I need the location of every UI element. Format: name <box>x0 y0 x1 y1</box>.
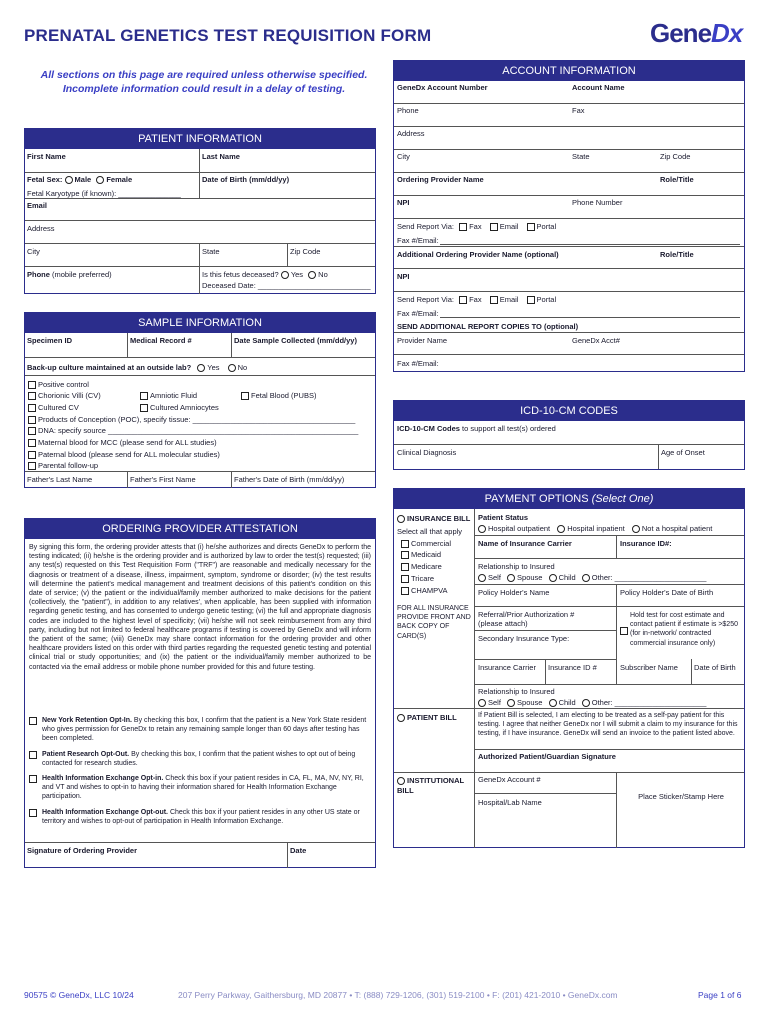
notice-line-1: All sections on this page are required unless otherwise specified. <box>40 69 368 81</box>
footer-address: 207 Perry Parkway, Gaithersburg, MD 20877 • T: (888) 729-1206, (301) 519-2100 • F: (201) 421-2010 • GeneDx.com <box>178 990 618 1000</box>
referral-label: Referral/Prior Authorization # <box>478 610 575 619</box>
cultured-amnio-option[interactable] <box>140 403 219 412</box>
specimen-id-field[interactable]: Specimen ID <box>27 336 73 345</box>
institutional-bill-option[interactable] <box>397 776 473 796</box>
cultured-amnio-checkbox[interactable] <box>140 404 148 412</box>
required-notice <box>24 68 384 96</box>
ny-retention-body: By checking this box, I confirm that the patient is a New York State resident who gives permission for GeneDx to retain any remaining sample longer than 60 days after testing has been completed. <box>42 717 367 743</box>
hie-optout-option[interactable] <box>29 808 369 826</box>
paternal-checkbox[interactable] <box>28 451 36 459</box>
portal-label-2: Portal <box>536 295 557 304</box>
account-zip-field[interactable]: Zip Code <box>660 152 691 161</box>
father-dob-field[interactable]: Father's Date of Birth (mm/dd/yy) <box>234 475 345 484</box>
child-label: Child <box>558 573 576 582</box>
account-city-field[interactable]: City <box>397 152 410 161</box>
institutional-bill-radio[interactable] <box>397 777 405 785</box>
backup-yes-label: Yes <box>207 363 220 372</box>
positive-control-label: Positive control <box>38 380 89 389</box>
notice-line-2: Incomplete information could result in a delay of testing. <box>62 83 346 95</box>
genedx-account-field[interactable]: GeneDx Account # <box>478 775 541 784</box>
maternal-option[interactable] <box>28 438 217 447</box>
account-state-field[interactable]: State <box>572 152 590 161</box>
genedx-acct-field[interactable]: GeneDx Acct# <box>572 336 620 345</box>
patient-bill-option[interactable] <box>397 713 457 722</box>
account-phone-field[interactable]: Phone <box>397 106 419 115</box>
self-label: Self <box>488 573 501 582</box>
payment-heading-note: (Select One) <box>591 493 654 505</box>
role-title-field[interactable]: Role/Title <box>660 175 694 184</box>
insurance-bill-label: INSURANCE BILL <box>407 514 471 523</box>
dna-label: DNA: specify source ____________________________________________________________ <box>38 426 359 435</box>
patient-phone-field[interactable] <box>27 270 112 279</box>
parental-followup-option[interactable] <box>28 461 98 470</box>
email-label-2: Email <box>499 295 519 304</box>
relationship-label: Relationship to Insured <box>478 562 555 571</box>
spouse-2-label: Spouse <box>517 698 543 707</box>
spouse-label: Spouse <box>517 573 543 582</box>
backup-culture <box>27 363 247 372</box>
patient-zip-field[interactable]: Zip Code <box>290 247 321 256</box>
medicaid-label: Medicaid <box>411 550 442 559</box>
other-label: Other: ______________________ <box>591 573 707 582</box>
patient-heading: PATIENT INFORMATION <box>25 129 375 149</box>
date-collected-field[interactable]: Date Sample Collected (mm/dd/yy) <box>234 336 357 345</box>
deceased-no-label: No <box>318 270 328 279</box>
send-report-via-2 <box>397 295 556 304</box>
email-checkbox-2[interactable] <box>490 296 498 304</box>
positive-control-checkbox[interactable] <box>28 381 36 389</box>
commercial-option[interactable] <box>401 539 451 548</box>
backup-no-radio[interactable] <box>228 364 236 372</box>
hie-optout-title: Health Information Exchange Opt-out. <box>42 809 169 816</box>
send-report-via <box>397 222 556 231</box>
patient-status-label: Patient Status <box>478 513 529 522</box>
signature-date-field[interactable]: Date <box>290 846 307 855</box>
medicare-label: Medicare <box>411 562 442 571</box>
parental-followup-checkbox[interactable] <box>28 462 36 470</box>
deceased-yes-radio[interactable] <box>281 271 289 279</box>
clinical-diagnosis-field[interactable]: Clinical Diagnosis <box>397 448 457 457</box>
research-optout-body: By checking this box, I confirm that the patient wishes to opt out of being contacted for research studies. <box>42 751 356 768</box>
maternal-checkbox[interactable] <box>28 439 36 447</box>
insurance-card-note: FOR ALL INSURANCE PROVIDE FRONT AND BACK COPY OF CARD(S) <box>397 605 471 640</box>
medicaid-option[interactable] <box>401 550 441 559</box>
cultured-amnio-label: Cultured Amniocytes <box>150 403 219 412</box>
hold-test-option[interactable] <box>620 611 742 648</box>
attestation-body: By signing this form, the ordering provider attests that (i) he/she authorizes and directs GeneDx to perform the testing indicated; (ii) he/she is the ordering provider and is authorized by law to order the test(s) requested; (iii) any test(s) requested on this Test Requisition Form ("TRF") are reasonable and medically necessary for the diagnosis or treatment of a disease, illness, impairment, symptom, syndrome or disorder; (iv) the test results will determine the patient's medical management and treatment decisions of this patient's condition on this date of service; (v) the patient or the individual/family member authorized to make decisions for the patient (collectively, the "patient"), in addition to any relatives', when applicable, has been supplied with information regarding genetic testing, and has consented to undergo genetic testing; (vi) the full and appropriate diagnosis codes are included to the highest level of specificity; (vii) he/she will not seek reimbursement from any third party, including but not limited to federal healthcare programs if testing is covered by GeneDx and will inform the patient of the same; (viii) GeneDx may share contact information for the ordering provider and other healthcare providers listed on this order with third parties regarding the requested genetic testing and potential clinical trial or study opportunities; and (ix) the patient or the individual/family member authorized to be contacted via the email address or mobile phone number provided for this and future testing. <box>29 544 371 671</box>
commercial-checkbox[interactable] <box>401 540 409 548</box>
sticker-area: Place Sticker/Stamp Here <box>638 792 724 801</box>
paternal-option[interactable] <box>28 450 220 459</box>
fetal-sex-label: Fetal Sex: <box>27 175 63 184</box>
hold-test-checkbox[interactable] <box>620 627 628 635</box>
hie-optin-option[interactable] <box>29 774 369 802</box>
fax-email-3-field[interactable]: Fax #/Email: <box>397 359 439 368</box>
parental-followup-label: Parental follow-up <box>38 461 99 470</box>
deceased-no-radio[interactable] <box>308 271 316 279</box>
referral-note: (please attach) <box>478 619 528 628</box>
inpatient-label: Hospital inpatient <box>567 524 625 533</box>
child-2-label: Child <box>558 698 576 707</box>
spouse-radio[interactable] <box>507 574 515 582</box>
research-optout-checkbox[interactable] <box>29 751 37 759</box>
tricare-label: Tricare <box>411 574 435 583</box>
footer-page: Page 1 of 6 <box>698 990 742 1000</box>
institutional-bill-label: INSTITUTIONAL BILL <box>397 776 464 795</box>
dob-2-field[interactable]: Date of Birth <box>694 663 736 672</box>
female-label: Female <box>106 175 133 184</box>
outpatient-radio[interactable] <box>478 525 486 533</box>
child-radio[interactable] <box>549 574 557 582</box>
amniotic-checkbox[interactable] <box>140 392 148 400</box>
genedx-logo <box>650 18 742 49</box>
other-2-radio[interactable] <box>582 699 590 707</box>
form-title: PRENATAL GENETICS TEST REQUISITION FORM <box>24 26 432 45</box>
sample-heading: SAMPLE INFORMATION <box>25 313 375 333</box>
relationship-2-label: Relationship to Insured <box>478 687 555 696</box>
backup-culture-label: Back-up culture maintained at an outside lab? <box>27 363 192 372</box>
carrier-2-field[interactable]: Insurance Carrier <box>478 663 536 672</box>
medicare-checkbox[interactable] <box>401 563 409 571</box>
research-optout-title: Patient Research Opt-Out. <box>42 751 130 758</box>
fetus-deceased <box>202 270 328 279</box>
ny-retention-checkbox[interactable] <box>29 717 37 725</box>
fax-label-2: Fax <box>469 295 482 304</box>
npi-2-field[interactable]: NPI <box>397 272 410 281</box>
insurance-carrier-field[interactable]: Name of Insurance Carrier <box>478 539 572 548</box>
patient-bill-label: PATIENT BILL <box>407 713 457 722</box>
father-first-name-field[interactable]: Father's First Name <box>130 475 196 484</box>
role-title-2-field[interactable]: Role/Title <box>660 250 694 259</box>
logo-text: Gene <box>650 18 712 48</box>
ny-retention-option[interactable] <box>29 716 369 744</box>
self-radio[interactable] <box>478 574 486 582</box>
not-hospital-radio[interactable] <box>632 525 640 533</box>
self-2-radio[interactable] <box>478 699 486 707</box>
ny-retention-title: New York Retention Opt-In. <box>42 717 132 724</box>
fetal-blood-option[interactable] <box>241 391 316 400</box>
referral-field[interactable] <box>478 610 574 628</box>
medical-record-field[interactable]: Medical Record # <box>130 336 192 345</box>
provider-signature-field[interactable]: Signature of Ordering Provider <box>27 846 138 855</box>
icd-section <box>393 400 745 470</box>
amniotic-option[interactable] <box>140 391 197 400</box>
relationship-2-options <box>478 698 706 707</box>
commercial-label: Commercial <box>411 539 452 548</box>
other-2-label: Other: ______________________ <box>591 698 707 707</box>
ordering-provider-field[interactable]: Ordering Provider Name <box>397 175 484 184</box>
fax-email-field[interactable]: Fax #/Email: <box>397 236 439 245</box>
poc-option[interactable] <box>28 415 355 424</box>
deceased-yes-label: Yes <box>290 270 304 279</box>
icd-codes-label: ICD-10-CM Codes <box>397 424 460 433</box>
hie-optin-body: Check this box if your patient resides in CA, FL, MA, NV, NY, RI, and VT and wishes to opt-in to having their information shared for Health Information Exchange participation. <box>42 775 364 801</box>
account-heading: ACCOUNT INFORMATION <box>394 61 744 81</box>
patient-address-field[interactable]: Address <box>27 224 55 233</box>
medicare-option[interactable] <box>401 562 442 571</box>
npi-field[interactable]: NPI <box>397 198 410 207</box>
deceased-label: Is this fetus deceased? <box>202 270 279 279</box>
hie-optin-title: Health Information Exchange Opt-in. <box>42 775 164 782</box>
self-2-label: Self <box>488 698 501 707</box>
policy-holder-dob-field[interactable]: Policy Holder's Date of Birth <box>620 588 714 597</box>
hie-optout-body: Check this box if your patient resides in any other US state or territory and wishes to opt-out of participation in Health Information Exchange. <box>42 809 360 826</box>
tricare-checkbox[interactable] <box>401 575 409 583</box>
child-2-radio[interactable] <box>549 699 557 707</box>
fetal-karyotype-field[interactable]: Fetal Karyotype (if known): _______________ <box>27 189 181 198</box>
backup-no-label: No <box>237 363 248 372</box>
poc-checkbox[interactable] <box>28 416 36 424</box>
phone-number-field[interactable]: Phone Number <box>572 198 623 207</box>
cultured-cv-checkbox[interactable] <box>28 404 36 412</box>
male-radio[interactable] <box>65 176 73 184</box>
chorionic-option[interactable] <box>28 391 101 400</box>
fax-checkbox-2[interactable] <box>459 296 467 304</box>
fetal-blood-label: Fetal Blood (PUBS) <box>251 391 317 400</box>
cultured-cv-option[interactable] <box>28 403 79 412</box>
medicaid-checkbox[interactable] <box>401 551 409 559</box>
portal-checkbox[interactable] <box>527 223 535 231</box>
icd-codes-field[interactable] <box>397 424 556 433</box>
additional-provider-field[interactable]: Additional Ordering Provider Name (optional) <box>397 250 559 259</box>
spouse-2-radio[interactable] <box>507 699 515 707</box>
outpatient-label: Hospital outpatient <box>488 524 551 533</box>
paternal-label: Paternal blood (please send for ALL molecular studies) <box>38 450 220 459</box>
dna-checkbox[interactable] <box>28 427 36 435</box>
insurance-id-field[interactable]: Insurance ID#: <box>620 539 672 548</box>
send-report-label-2: Send Report Via: <box>397 295 454 304</box>
research-optout-option[interactable] <box>29 750 369 768</box>
patient-last-name-field[interactable]: Last Name <box>202 152 240 161</box>
deceased-date-field[interactable]: Deceased Date: ___________________________ <box>202 281 371 290</box>
patient-email-field[interactable]: Email <box>27 201 48 210</box>
provider-name-field[interactable]: Provider Name <box>397 336 448 345</box>
send-report-label: Send Report Via: <box>397 222 454 231</box>
inpatient-radio[interactable] <box>557 525 565 533</box>
icd-heading: ICD-10-CM CODES <box>394 401 744 421</box>
icd-codes-note: to support all test(s) ordered <box>462 424 556 433</box>
age-onset-field[interactable]: Age of Onset <box>661 448 705 457</box>
account-number-field[interactable]: GeneDx Account Number <box>397 83 488 92</box>
amniotic-label: Amniotic Fluid <box>150 391 198 400</box>
phone-note: (mobile preferred) <box>52 270 112 279</box>
select-all-note: Select all that apply <box>397 527 463 536</box>
maternal-label: Maternal blood for MCC (please send for ALL studies) <box>38 438 217 447</box>
phone-label: Phone <box>27 270 50 279</box>
fetal-sex <box>27 175 132 184</box>
other-radio[interactable] <box>582 574 590 582</box>
chorionic-checkbox[interactable] <box>28 392 36 400</box>
champva-label: CHAMPVA <box>411 586 448 595</box>
footer-code: 90575 © GeneDx, LLC 10/24 <box>24 990 134 1000</box>
portal-checkbox-2[interactable] <box>527 296 535 304</box>
payment-heading-text: PAYMENT OPTIONS <box>484 493 589 505</box>
hie-optin-checkbox[interactable] <box>29 775 37 783</box>
email-label: Email <box>499 222 519 231</box>
send-additional-heading: SEND ADDITIONAL REPORT COPIES TO (optional) <box>397 322 579 331</box>
attestation-heading: ORDERING PROVIDER ATTESTATION <box>25 519 375 539</box>
hold-test-label: Hold test for cost estimate and contact patient if estimate is >$250 (for in-network/ contracted commercial insurance only) <box>630 612 738 647</box>
champva-option[interactable] <box>401 586 448 595</box>
father-last-name-field[interactable]: Father's Last Name <box>27 475 93 484</box>
not-hospital-label: Not a hospital patient <box>641 524 713 533</box>
hospital-lab-field[interactable]: Hospital/Lab Name <box>478 798 542 807</box>
hie-optout-checkbox[interactable] <box>29 809 37 817</box>
authorized-signature-field[interactable]: Authorized Patient/Guardian Signature <box>478 752 616 761</box>
patient-city-field[interactable]: City <box>27 247 40 256</box>
account-fax-field[interactable]: Fax <box>572 106 585 115</box>
relationship-options <box>478 573 706 582</box>
patient-first-name-field[interactable]: First Name <box>27 152 66 161</box>
positive-control-option[interactable] <box>28 380 89 389</box>
male-label: Male <box>74 175 92 184</box>
portal-label: Portal <box>536 222 557 231</box>
fax-email-2-field[interactable]: Fax #/Email: <box>397 309 439 318</box>
chorionic-label: Chorionic Villi (CV) <box>38 391 101 400</box>
patient-status-options <box>478 524 712 533</box>
fax-checkbox[interactable] <box>459 223 467 231</box>
email-checkbox[interactable] <box>490 223 498 231</box>
payment-heading <box>394 489 744 509</box>
fetal-blood-checkbox[interactable] <box>241 392 249 400</box>
tricare-option[interactable] <box>401 574 434 583</box>
insurance-id-2-field[interactable]: Insurance ID # <box>548 663 597 672</box>
subscriber-name-field[interactable]: Subscriber Name <box>620 663 678 672</box>
insurance-bill-radio[interactable] <box>397 515 405 523</box>
cultured-cv-label: Cultured CV <box>38 403 79 412</box>
account-name-field[interactable]: Account Name <box>572 83 625 92</box>
patient-dob-field[interactable]: Date of Birth (mm/dd/yy) <box>202 175 290 184</box>
secondary-insurance-field[interactable]: Secondary Insurance Type: <box>478 634 570 643</box>
backup-yes-radio[interactable] <box>197 364 205 372</box>
fax-label: Fax <box>469 222 482 231</box>
patient-bill-text: If Patient Bill is selected, I am electing to be treated as a self-pay patient for this testing. I agree that neither GeneDx nor I will submit a claim to my insurance for this testing, if I have insurance. GeneDx will send an invoice to the patient listed above. <box>478 712 738 738</box>
female-radio[interactable] <box>96 176 104 184</box>
patient-bill-radio[interactable] <box>397 714 405 722</box>
patient-state-field[interactable]: State <box>202 247 220 256</box>
logo-accent: Dx <box>711 18 743 48</box>
poc-label: Products of Conception (POC), specify tissue: _______________________________________ <box>38 415 356 424</box>
account-address-field[interactable]: Address <box>397 129 425 138</box>
insurance-bill-option[interactable] <box>397 514 470 523</box>
dna-option[interactable] <box>28 426 358 435</box>
champva-checkbox[interactable] <box>401 587 409 595</box>
policy-holder-name-field[interactable]: Policy Holder's Name <box>478 588 550 597</box>
